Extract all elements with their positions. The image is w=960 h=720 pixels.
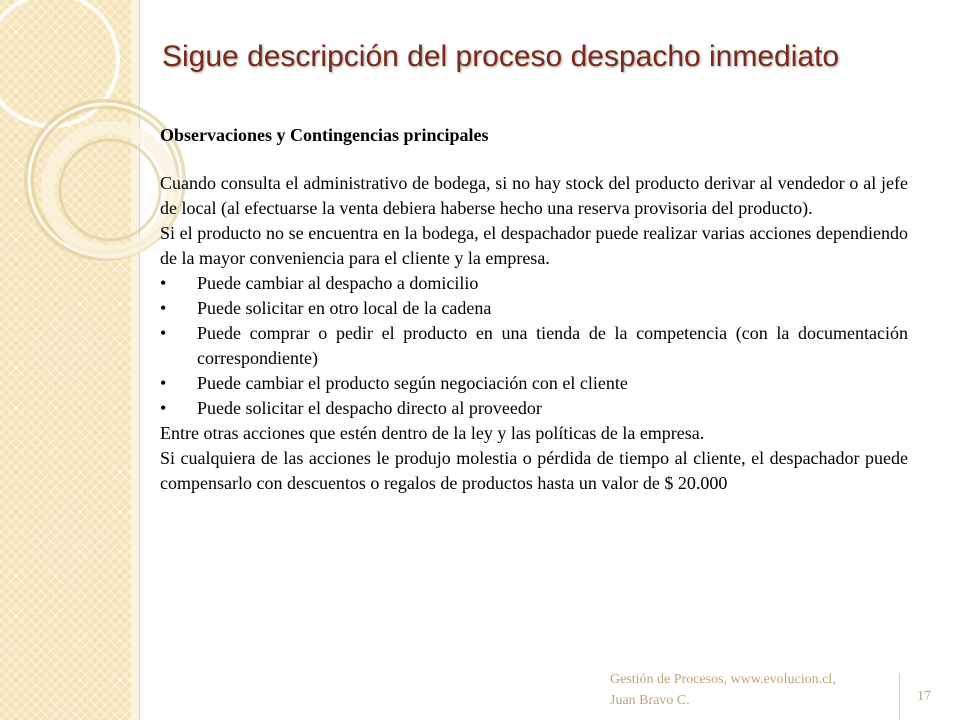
page-number: 17 [917,689,931,704]
list-item [160,396,908,421]
bullet-icon: • [160,323,167,343]
list-item [160,296,908,321]
list-item-text: Puede solicitar el despacho directo al proveedor [197,398,542,418]
bullet-icon: • [160,398,167,418]
slide-title: Sigue descripción del proceso despacho inmediato [162,40,840,73]
paragraph-compensation: Si cualquiera de las acciones le produjo molestia o pérdida de tiempo al cliente, el despachador puede compensarlo con descuentos o regalos de productos hasta un valor de $ 20.000 [160,448,908,493]
slide-content [160,123,908,496]
footer-line-1: Gestión de Procesos, www.evolucion.cl, [610,672,836,687]
list-item-text: Puede comprar o pedir el producto en una tienda de la competencia (con la documentación correspondiente) [197,323,908,368]
list-item [160,321,908,371]
footer-divider [899,673,900,720]
list-item-text: Puede solicitar en otro local de la cadena [197,298,492,318]
paragraph-other-actions: Entre otras acciones que estén dentro de la ley y las políticas de la empresa. [160,423,705,443]
bullet-icon: • [160,373,167,393]
paragraph-product-missing: Si el producto no se encuentra en la bodega, el despachador puede realizar varias acciones dependiendo de la mayor conveniencia para el cliente y la empresa. [160,223,908,268]
section-subtitle: Observaciones y Contingencias principales [160,125,489,145]
list-item-text: Puede cambiar el producto según negociación con el cliente [197,373,628,393]
list-item [160,371,908,396]
bullet-icon: • [160,298,167,318]
list-item [160,271,908,296]
list-item-text: Puede cambiar al despacho a domicilio [197,273,479,293]
footer-credit [610,669,836,711]
bullet-icon: • [160,273,167,293]
actions-bullet-list [160,271,908,421]
footer-line-2: Juan Bravo C. [610,693,690,708]
paragraph-stock-check: Cuando consulta el administrativo de bodega, si no hay stock del producto derivar al vendedor o al jefe de local (al efectuarse la venta debiera haberse hecho una reserva provisoria del producto). [160,173,908,218]
